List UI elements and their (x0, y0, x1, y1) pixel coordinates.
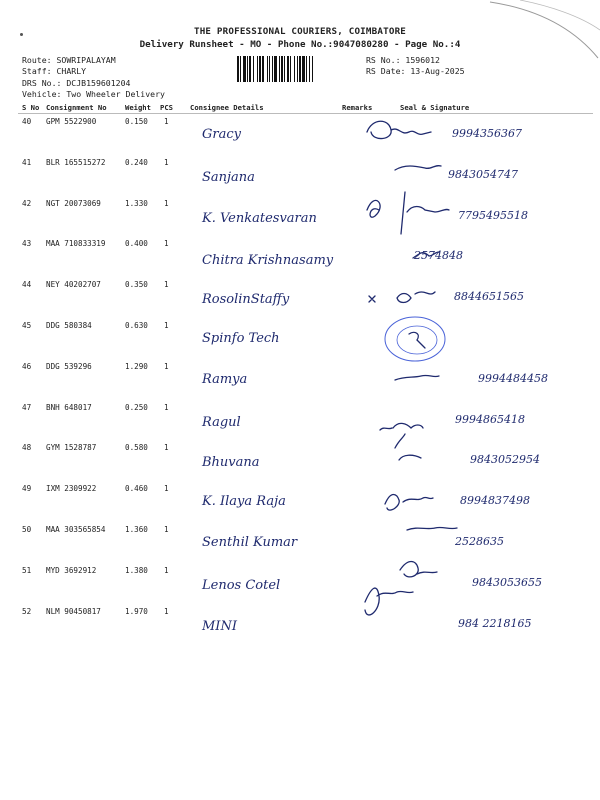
row-consignment-no: BLR 165515272 (46, 157, 106, 167)
rs-date: RS Date: 13-Aug-2025 (366, 66, 465, 76)
row-weight: 0.400 (125, 239, 148, 249)
col-remarks-header: Remarks (342, 103, 373, 112)
barcode-bar (294, 56, 295, 82)
signature-scribbles (355, 112, 600, 652)
barcode-bar (253, 56, 254, 82)
barcode-bar (302, 56, 305, 82)
barcode-bar (257, 56, 258, 82)
barcode-bar (243, 56, 246, 82)
row-sno: 46 (22, 361, 32, 371)
row-pcs: 1 (164, 280, 169, 290)
row-consignee-handwritten: RosolinStaffy (202, 292, 290, 308)
row-sno: 48 (22, 443, 32, 453)
row-consignee-handwritten: Spinfo Tech (202, 331, 280, 346)
row-pcs: 1 (164, 606, 169, 616)
row-consignment-no: DDG 580384 (46, 321, 92, 330)
row-consignment-no: NEY 40202707 (46, 280, 101, 290)
barcode-bar (279, 56, 280, 82)
row-signature-phone: 7795495518 (458, 208, 528, 222)
row-signature-phone: 9843052954 (470, 453, 540, 467)
row-weight: 1.360 (125, 525, 148, 534)
row-consignee-handwritten: Ragul (202, 414, 241, 430)
barcode-bar (259, 56, 261, 82)
drs-number: DRS No.: DCJB159601204 (22, 78, 131, 88)
row-weight: 0.350 (125, 280, 148, 290)
row-pcs: 1 (164, 443, 169, 453)
row-consignment-no: MYD 3692912 (46, 565, 97, 575)
row-signature-phone: 9843053655 (472, 575, 542, 589)
company-title: THE PROFESSIONAL COURIERS, COIMBATORE (193, 26, 407, 37)
row-signature-phone: 2574848 (414, 249, 463, 263)
rs-number: RS No.: 1596012 (366, 55, 440, 65)
row-pcs: 1 (164, 198, 169, 208)
row-consignment-no: NGT 20073069 (46, 198, 101, 208)
row-weight: 0.460 (125, 484, 148, 494)
row-consignee-handwritten: Bhuvana (202, 455, 260, 471)
row-signature-phone: 9843054747 (448, 167, 518, 181)
row-weight: 0.240 (125, 157, 148, 167)
col-consignee-header: Consignee Details (190, 103, 264, 112)
row-consignee-handwritten: K. Ilaya Raja (202, 494, 286, 510)
row-sno: 42 (22, 198, 32, 208)
row-consignee-handwritten: Lenos Cotel (202, 577, 281, 593)
col-consignment-header: Consignment No (46, 103, 107, 112)
row-consignment-no: BNH 648017 (46, 402, 92, 412)
row-sno: 40 (22, 117, 32, 126)
row-pcs: 1 (164, 525, 169, 534)
barcode-bar (274, 56, 277, 82)
barcode-bar (267, 56, 268, 82)
barcode-bar (237, 56, 239, 82)
row-signature-phone: 8994837498 (460, 494, 530, 508)
row-pcs: 1 (164, 157, 169, 167)
row-sno: 41 (22, 157, 32, 167)
staff-label: Staff: CHARLY (22, 66, 87, 76)
row-pcs: 1 (164, 484, 169, 494)
row-weight: 1.290 (125, 361, 148, 371)
row-sno: 44 (22, 280, 32, 290)
row-consignee-handwritten: Sanjana (202, 169, 255, 185)
row-pcs: 1 (164, 402, 169, 412)
barcode-bar (284, 56, 285, 82)
row-sno: 47 (22, 402, 32, 412)
row-pcs: 1 (164, 361, 169, 371)
row-signature-phone: 9994356367 (452, 127, 522, 140)
row-signature-phone: 9994865418 (455, 412, 525, 426)
vehicle-label: Vehicle: Two Wheeler Delivery (22, 89, 165, 99)
col-seal-header: Seal & Signature (400, 103, 470, 112)
col-sno-header: S No (22, 103, 40, 112)
row-pcs: 1 (164, 117, 169, 126)
row-weight: 1.330 (125, 198, 148, 208)
row-weight: 0.150 (125, 117, 148, 126)
row-consignment-no: MAA 303565854 (46, 525, 106, 534)
row-sno: 52 (22, 606, 32, 616)
runsheet-subtitle: Delivery Runsheet - MO - Phone No.:9047080280 - Page No.:4 (139, 39, 461, 50)
barcode-bar (309, 56, 310, 82)
barcode-bar (272, 56, 273, 82)
row-signature-phone: 8844651565 (454, 290, 524, 304)
row-signature-phone: 9994484458 (478, 371, 548, 385)
row-sno: 51 (22, 565, 32, 575)
route-label: Route: SOWRIPALAYAM (22, 55, 116, 65)
row-sno: 50 (22, 525, 32, 534)
row-consignment-no: GYM 1528787 (46, 443, 97, 453)
row-weight: 1.970 (125, 606, 148, 616)
row-pcs: 1 (164, 321, 169, 330)
barcode-bar (247, 56, 248, 82)
barcode-bar (312, 56, 313, 82)
row-signature-phone: 984 2218165 (458, 616, 532, 630)
barcode-bar (299, 56, 301, 82)
row-pcs: 1 (164, 239, 169, 249)
row-consignee-handwritten: Senthil Kumar (202, 535, 298, 550)
barcode-bar (287, 56, 289, 82)
row-consignee-handwritten: K. Venkatesvaran (202, 210, 317, 226)
barcode-bar (262, 56, 264, 82)
row-weight: 0.250 (125, 402, 148, 412)
row-sno: 43 (22, 239, 32, 249)
row-consignment-no: NLM 90450817 (46, 606, 101, 616)
barcode-bar (240, 56, 241, 82)
barcode-bar (281, 56, 283, 82)
row-consignee-handwritten: Ramya (202, 371, 248, 387)
row-consignee-handwritten: Gracy (202, 127, 241, 142)
row-sno: 45 (22, 321, 32, 330)
row-signature-phone: 2528635 (455, 535, 504, 548)
barcode-bar (306, 56, 307, 82)
barcode-bar (249, 56, 251, 82)
barcode (237, 56, 360, 82)
row-consignment-no: MAA 710833319 (46, 239, 106, 249)
row-consignee-handwritten: MINI (202, 618, 237, 634)
row-sno: 49 (22, 484, 32, 494)
row-consignee-handwritten: Chitra Krishnasamy (202, 253, 334, 269)
col-weight-header: Weight (125, 103, 151, 112)
row-consignment-no: IXM 2309922 (46, 484, 97, 494)
barcode-bar (297, 56, 298, 82)
col-pcs-header: PCS (160, 103, 173, 112)
row-weight: 1.380 (125, 565, 148, 575)
row-pcs: 1 (164, 565, 169, 575)
barcode-bar (269, 56, 270, 82)
barcode-bar (290, 56, 291, 82)
row-weight: 0.630 (125, 321, 148, 330)
row-weight: 0.580 (125, 443, 148, 453)
row-consignment-no: DDG 539296 (46, 361, 92, 371)
row-consignment-no: GPM 5522900 (46, 117, 97, 126)
